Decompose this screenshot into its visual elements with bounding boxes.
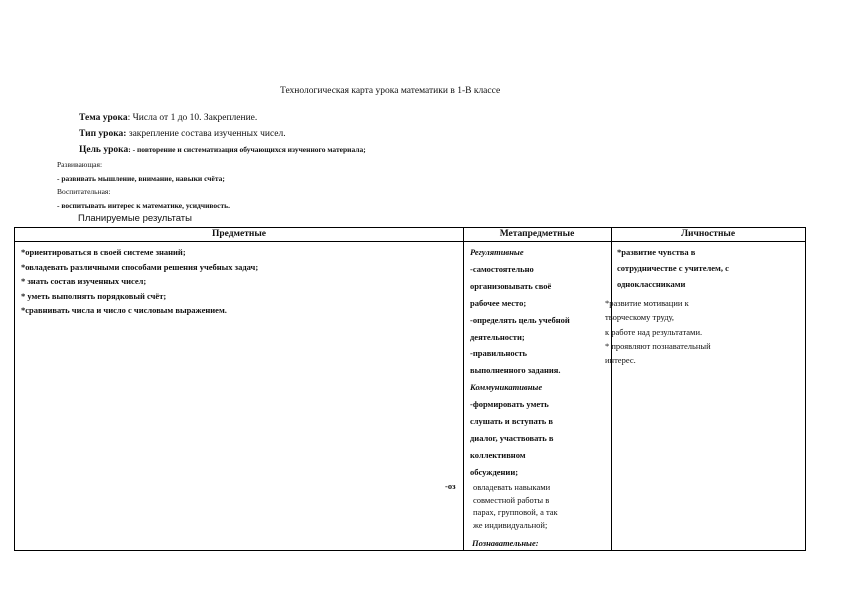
lesson-type	[79, 129, 286, 139]
list-item: совместной работы в	[473, 494, 550, 505]
list-item: же индивидуальной;	[473, 520, 548, 531]
list-item: -определять цель учебной	[470, 314, 570, 325]
list-item: сотрудничестве с учителем, с	[617, 263, 729, 274]
type-label: Тип урока:	[79, 129, 127, 139]
subject-results	[21, 245, 258, 318]
cognitive-heading: Познавательные:	[472, 538, 539, 548]
list-item: * уметь выполнять порядковый счёт;	[21, 290, 167, 301]
oz-fragment: -оз	[445, 481, 456, 491]
list-item: диалог, участвовать в	[470, 432, 554, 443]
list-item: *развитие мотивации к	[605, 298, 689, 308]
developing-goal: - развивать мышление, внимание, навыки счёта;	[57, 174, 225, 183]
column-divider-2	[611, 228, 612, 550]
list-item: овладевать навыками	[473, 482, 551, 492]
educational-goal: - воспитывать интерес к математике, усидчивость.	[57, 201, 230, 210]
type-value: закрепление состава изученных чисел.	[126, 129, 286, 139]
list-item: *развитие чувства в	[617, 247, 696, 257]
lesson-topic	[79, 113, 257, 123]
list-item: обсуждении;	[470, 466, 519, 477]
header-subject: Предметные	[211, 229, 267, 239]
developing-label: Развивающая:	[57, 160, 103, 169]
column-divider-1	[463, 228, 464, 550]
table-header-divider	[15, 241, 805, 242]
list-item: интерес.	[605, 355, 636, 366]
planned-results-label: Планируемые результаты	[78, 213, 192, 224]
list-item: * знать состав изученных чисел;	[21, 276, 147, 286]
list-item: выполненного задания.	[470, 365, 561, 376]
list-item: рабочее место;	[470, 297, 527, 308]
list-item: * проявляют познавательный	[605, 340, 711, 351]
list-item: к работе над результатами.	[605, 326, 703, 337]
communicative-heading: Коммуникативные	[470, 382, 543, 393]
list-item: одноклассниками	[617, 279, 686, 290]
list-item: *овладевать различными способами решения учебных задач;	[21, 261, 259, 272]
personal-results-more	[605, 296, 711, 367]
list-item: -самостоятельно	[470, 263, 534, 274]
regulative-heading: Регулятивные	[470, 247, 524, 257]
list-item: коллективном	[470, 449, 526, 460]
metasubject-results	[470, 244, 610, 481]
topic-value: : Числа от 1 до 10. Закрепление.	[127, 113, 258, 123]
list-item: деятельности;	[470, 331, 525, 342]
results-table	[14, 227, 806, 551]
goal-value: : - повторение и систематизация обучающихся изученного материала;	[128, 145, 366, 154]
header-personal: Личностные	[680, 229, 736, 239]
goal-label: Цель урока	[79, 145, 129, 155]
personal-results	[617, 244, 729, 293]
list-item: творческому труду,	[605, 312, 675, 323]
list-item: организовывать своё	[470, 280, 552, 291]
document-title: Технологическая карта урока математики в 1-В классе	[280, 86, 501, 96]
header-metasubject: Метапредметные	[499, 229, 575, 239]
lesson-goal	[79, 145, 366, 155]
list-item: -формировать уметь	[470, 399, 549, 410]
list-item: *сравнивать числа и число с числовым выражением.	[21, 305, 227, 315]
list-item: парах, групповой, а так	[473, 507, 558, 518]
educational-label: Воспитательная:	[57, 187, 111, 196]
list-item: *ориентироваться в своей системе знаний;	[21, 247, 186, 257]
topic-label: Тема урока	[79, 113, 128, 123]
cooperation-skills	[473, 481, 558, 532]
list-item: -правильность	[470, 348, 528, 359]
list-item: слушать и вступать в	[470, 416, 553, 427]
